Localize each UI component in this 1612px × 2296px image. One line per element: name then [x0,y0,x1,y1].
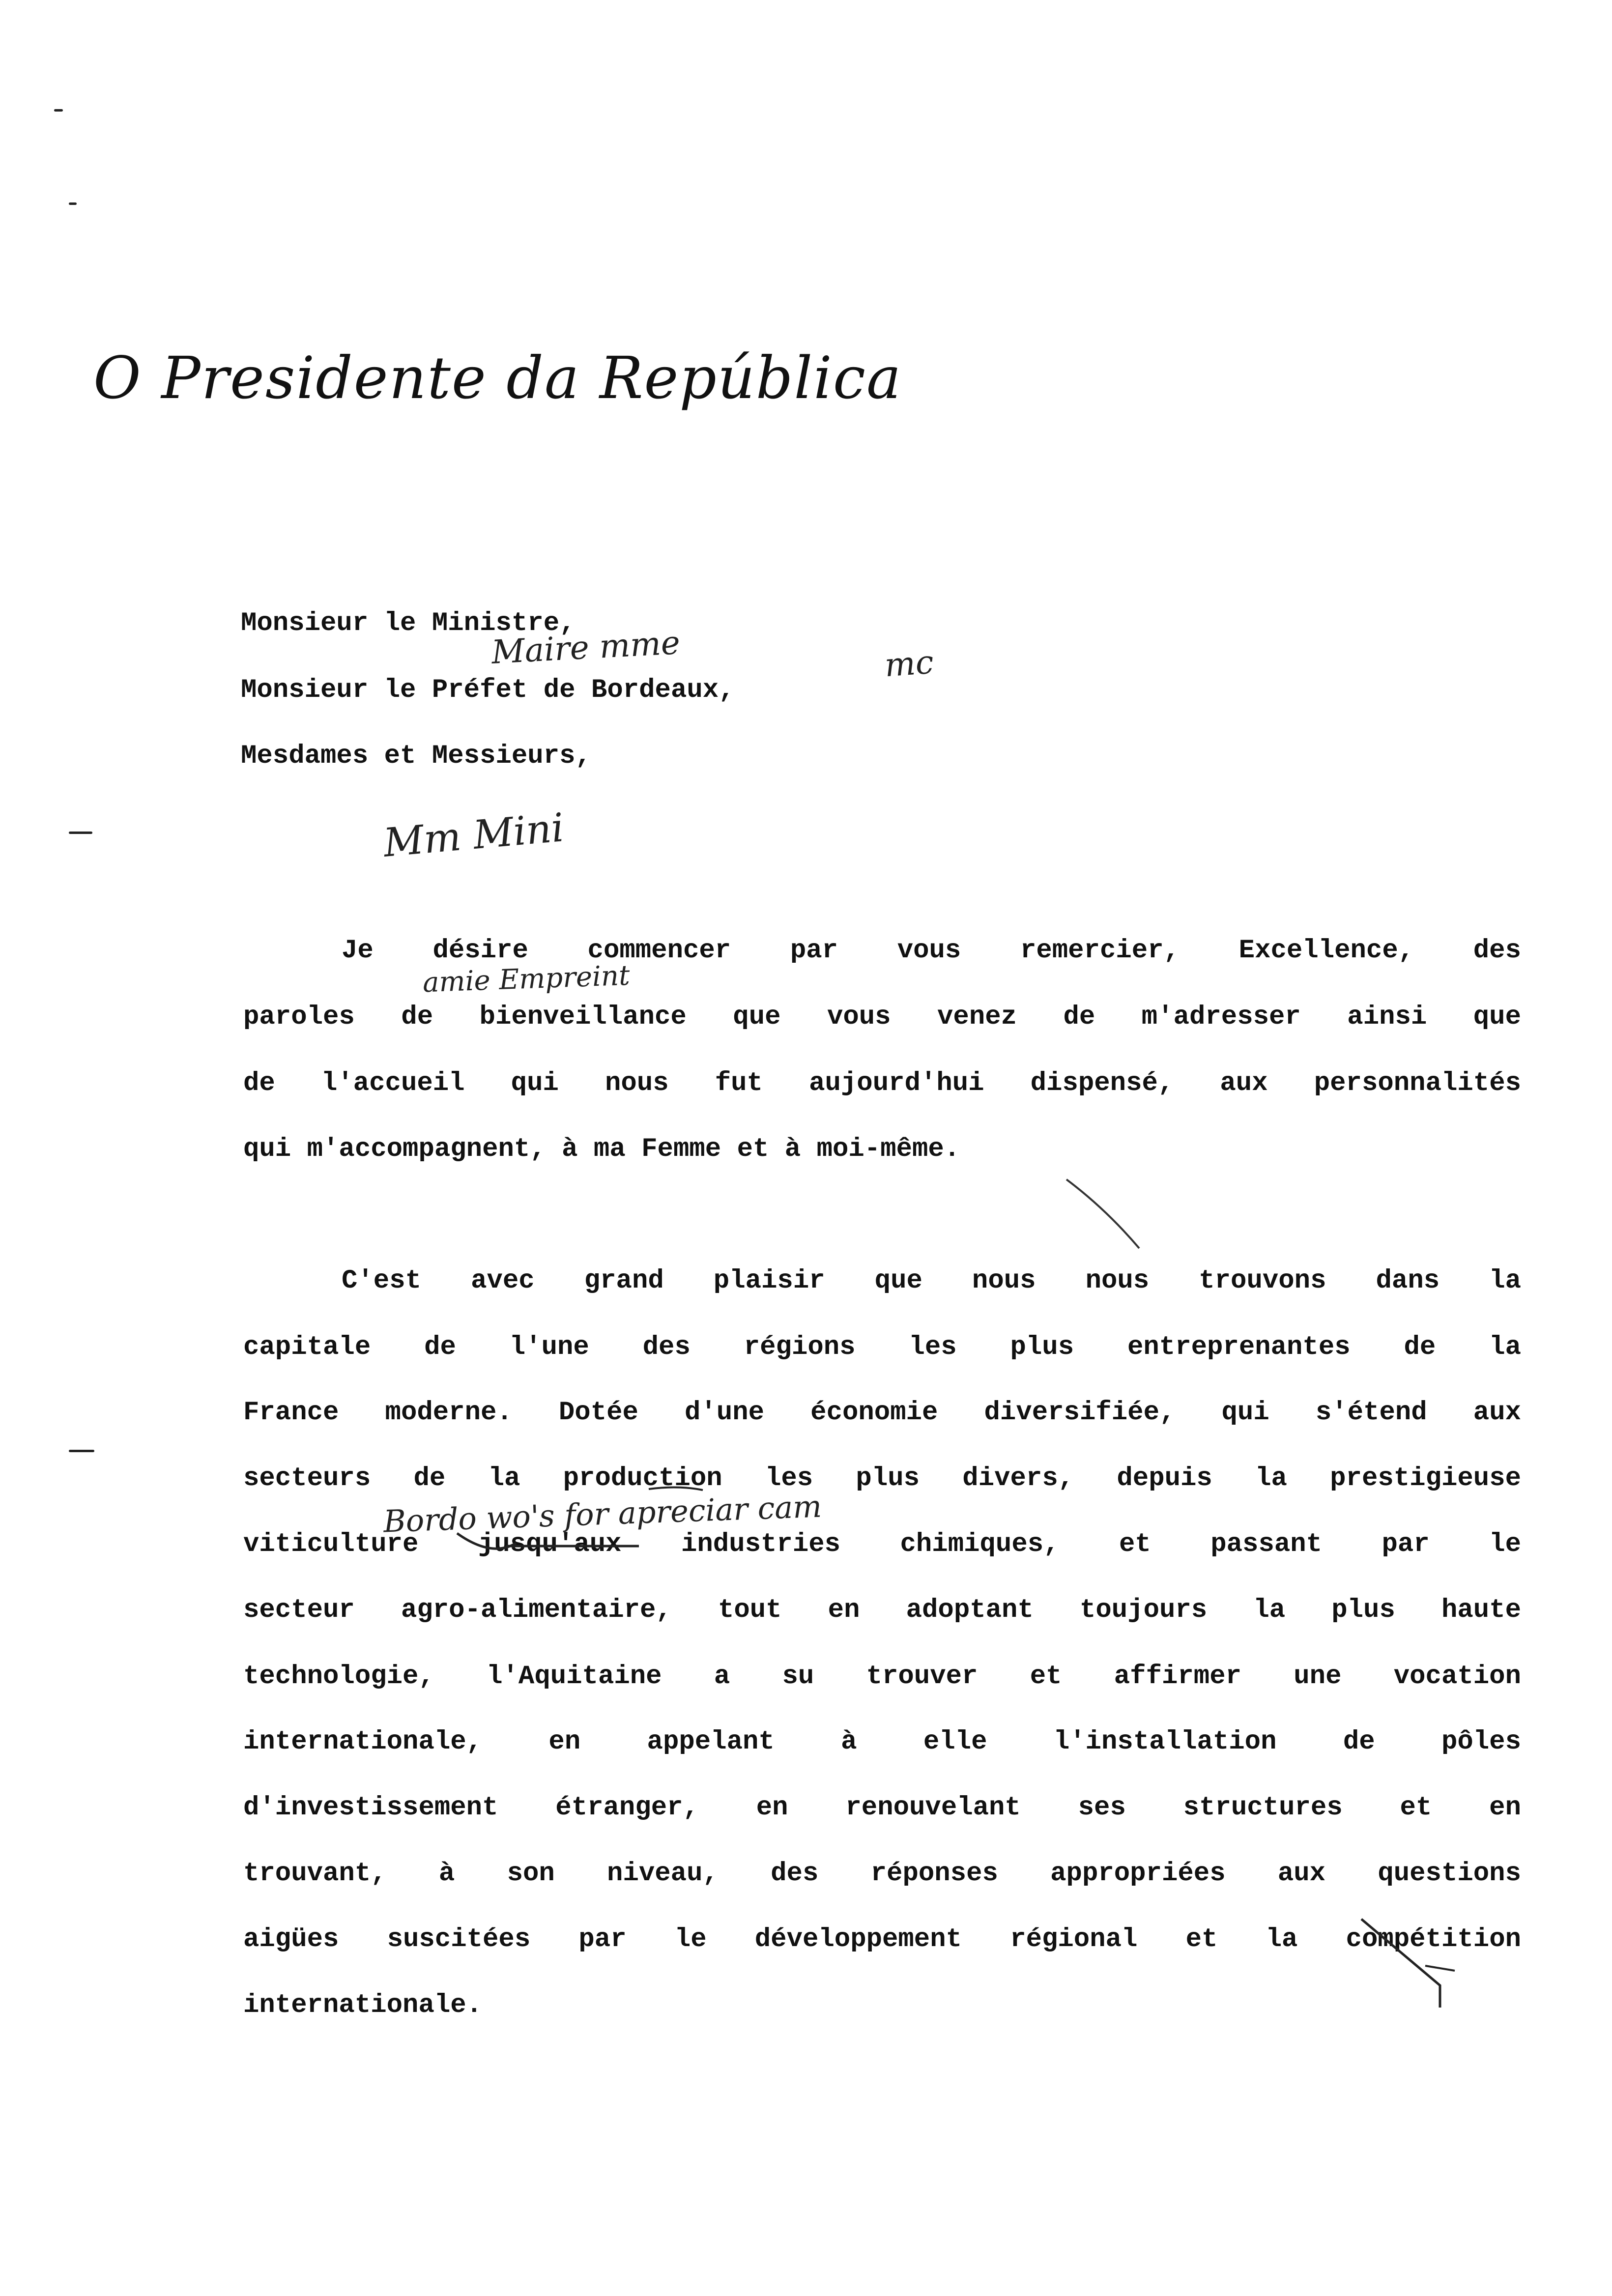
salutation-line-3: Mesdames et Messieurs, [241,741,591,771]
paragraph1-line-2-text: paroles de bienveillance que vous venez de m'adresser ainsi que [243,1002,1521,1032]
paragraph1-line-1 [342,938,1521,964]
paragraph2-line-5 [243,1531,1521,1558]
pen-stroke-caret [1425,1966,1455,1971]
paragraph1-line-4-text: qui m'accompagnent, à ma Femme et à moi-même. [243,1134,960,1164]
paragraph2-line-7-text: technologie, l'Aquitaine a su trouver et affirmer une vocation [243,1662,1521,1692]
paragraph2-line-6-text: secteur agro-alimentaire, tout en adoptant toujours la plus haute [243,1595,1521,1625]
salutation-line-1: Monsieur le Ministre, [241,608,576,638]
paragraph2-line-3 [243,1400,1521,1426]
paragraph1-line-3-text: de l'accueil qui nous fut aujourd'hui dispensé, aux personnalités [243,1068,1521,1098]
paragraph2-line-4 [243,1465,1521,1492]
salutation-line-2: Monsieur le Préfet de Bordeaux, [241,675,735,705]
paragraph2-line-4-text: secteurs de la production les plus divers, depuis la prestigieuse [243,1464,1521,1493]
handwritten-note-above-prefet: Maire mme [490,624,681,671]
paragraph2-line-9 [243,1795,1521,1821]
paragraph2-line-8-text: internationale, en appelant à elle l'installation de pôles [243,1727,1521,1757]
paragraph2-line-11-text: aigües suscitées par le développement régional et la compétition [243,1924,1521,1954]
margin-mark-2 [69,202,77,205]
paragraph1-line-3 [243,1070,1521,1097]
paragraph2-line-1 [342,1268,1521,1294]
paragraph2-line-10 [243,1861,1521,1887]
pen-stroke-diagonal [1066,1179,1139,1248]
handwritten-note-right-of-prefet: mc [883,643,935,685]
paragraph2-line-2 [243,1334,1521,1361]
paragraph2-line-3-text: France moderne. Dotée d'une économie diversifiée, qui s'étend aux [243,1398,1521,1428]
paragraph2-line-9-text: d'investissement étranger, en renouvelant ses structures et en [243,1793,1521,1823]
paragraph2-line-11 [243,1926,1521,1953]
handwritten-note-above-viticulture: Bordo wo's for apreciar cam [382,1488,823,1540]
margin-mark-1 [54,109,63,112]
paragraph1-line-4 [243,1136,1521,1163]
handwritten-note-above-paroles: amie Empreint [422,959,631,999]
handwritten-note-below-salutation: Mm Mini [381,804,566,866]
paragraph2-line-1-text: C'est avec grand plaisir que nous nous trouvons dans la [342,1266,1521,1296]
paragraph1-line-2 [243,1004,1521,1031]
paragraph2-line-5-text: viticulture jusqu'aux industries chimiques, et passant par le [243,1529,1521,1559]
paragraph2-line-10-text: trouvant, à son niveau, des réponses appropriées aux questions [243,1859,1521,1889]
margin-mark-3 [69,832,92,834]
paragraph2-line-7 [243,1664,1521,1690]
letterhead: O Presidente da República [93,344,902,412]
paragraph2-line-2-text: capitale de l'une des régions les plus entreprenantes de la [243,1332,1521,1362]
margin-mark-4 [69,1450,94,1452]
paragraph2-line-6 [243,1597,1521,1624]
paragraph1-line-1-text: Je désire commencer par vous remercier, Excellence, des [342,936,1521,966]
paragraph2-line-12-text: internationale. [243,1990,483,2020]
paragraph2-line-12 [243,1992,1521,2019]
paragraph2-line-8 [243,1729,1521,1755]
